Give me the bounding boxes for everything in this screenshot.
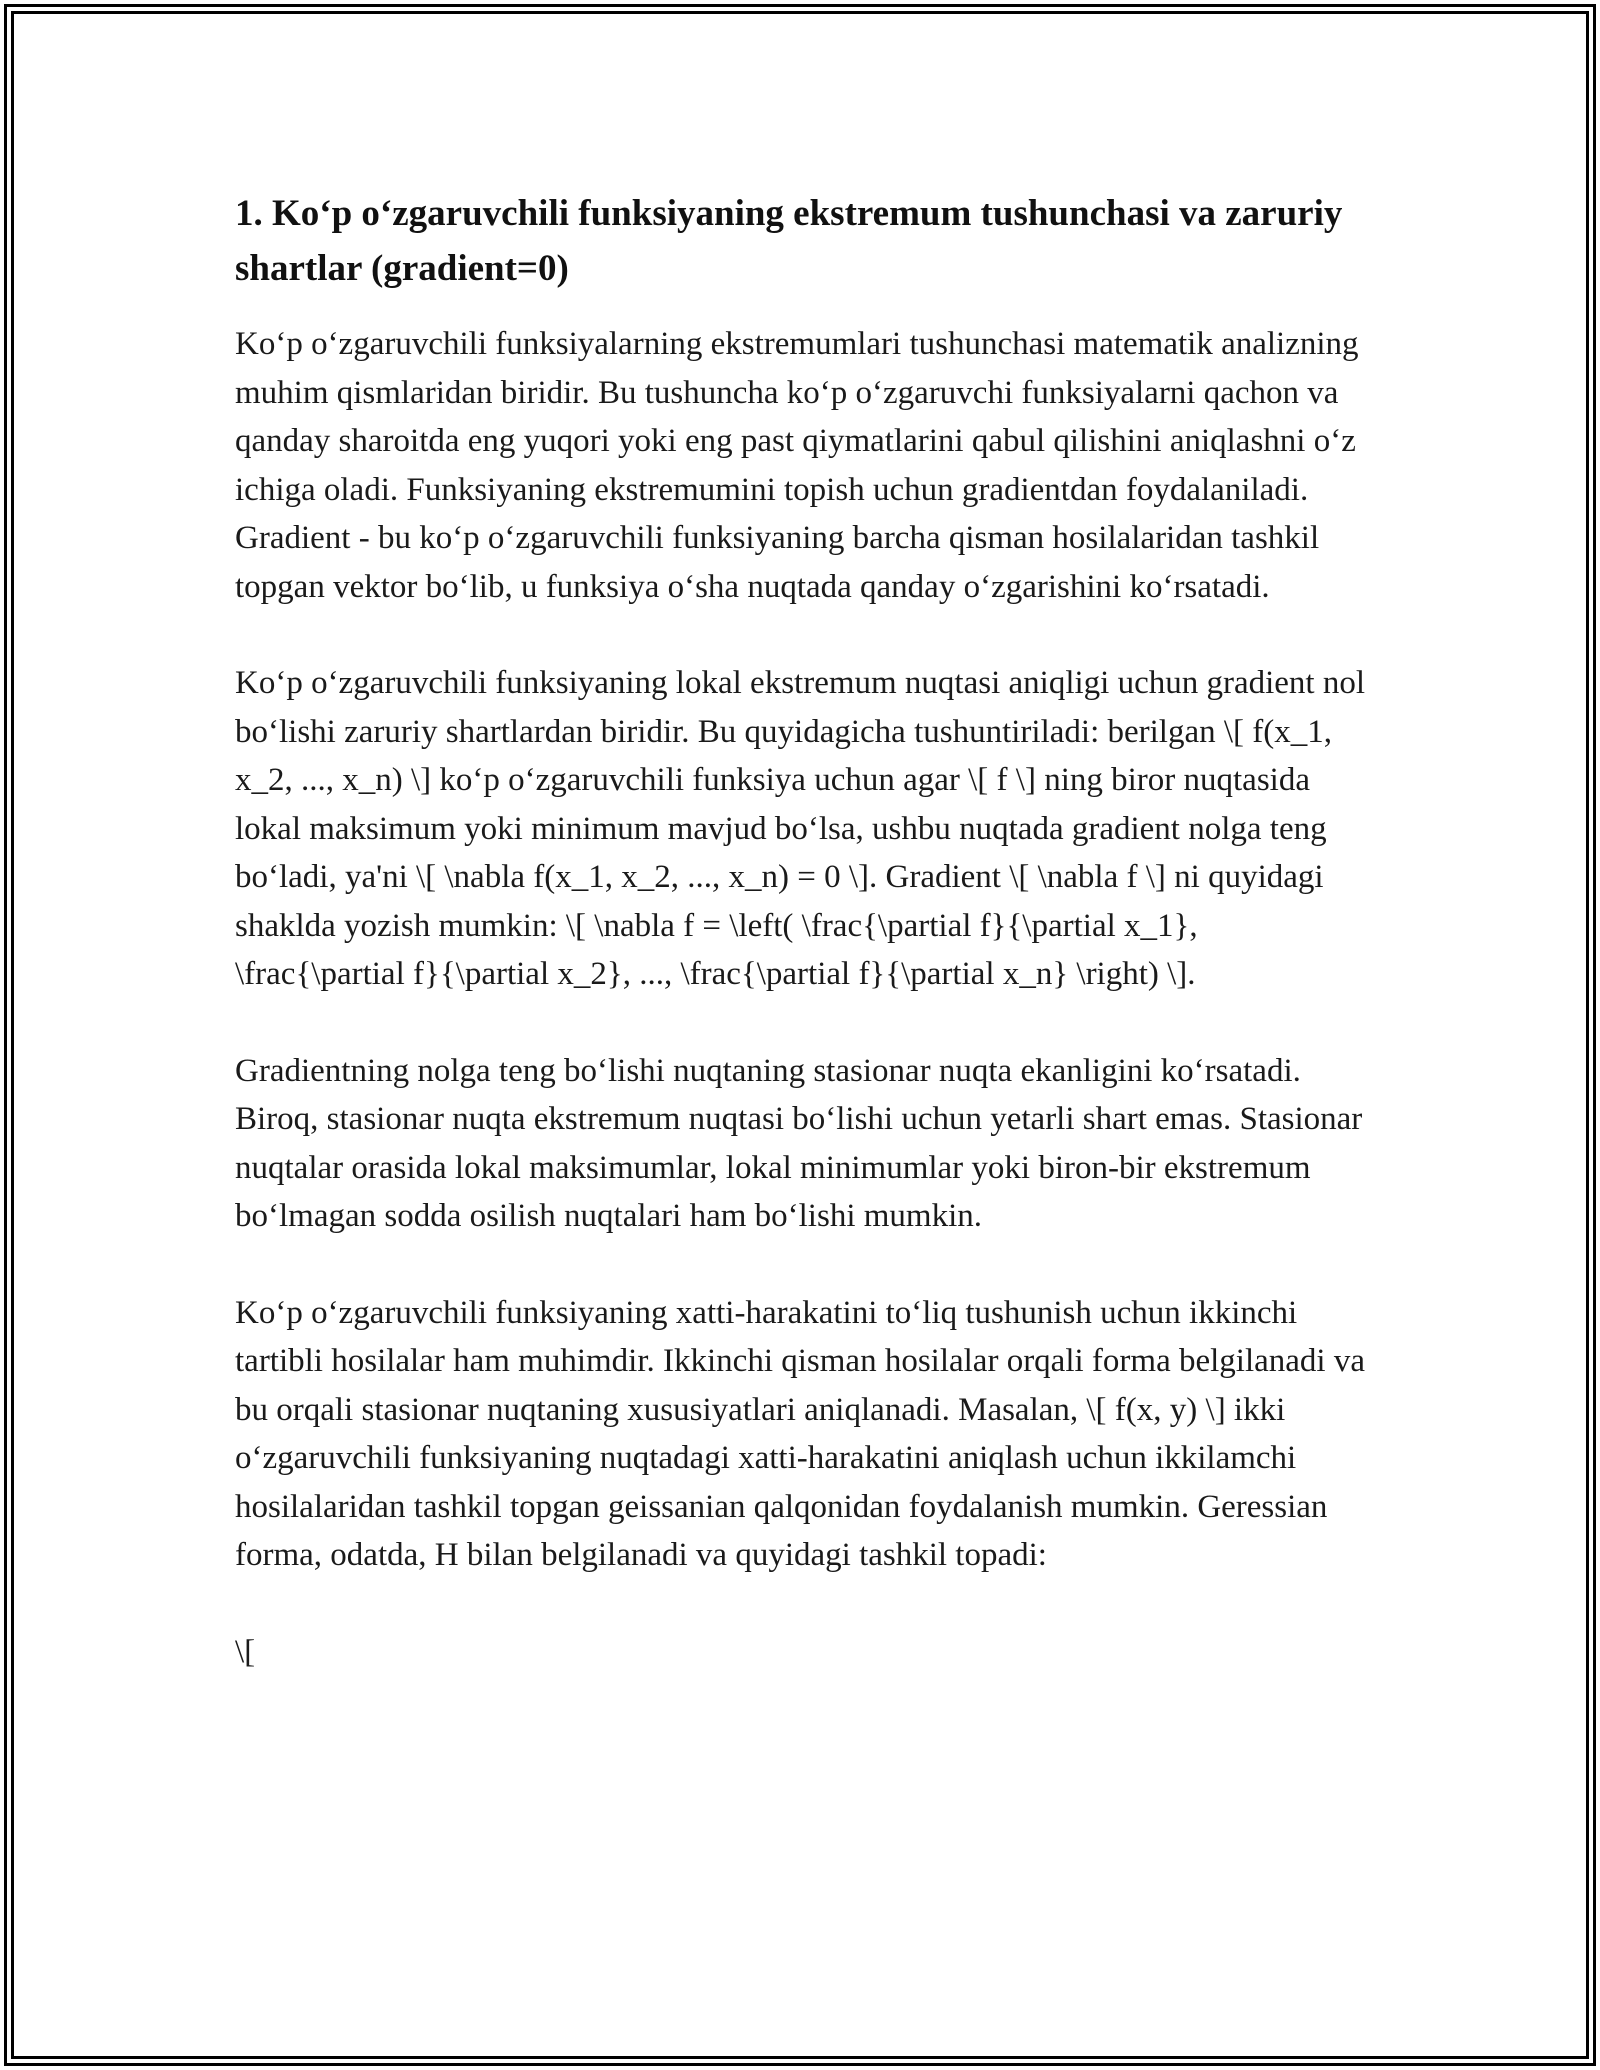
- paragraph-gradient-condition: Ko‘p o‘zgaruvchili funksiyaning lokal ekstremum nuqtasi aniqligi uchun gradient nol bo‘lishi zaruriy shartlardan biridir. Bu quyidagicha tushuntiriladi: berilgan \[ f(x_1, x_2, ..., x_n) \] ko‘p o‘zgaruvchili funksiya uchun agar \[ f \] ning biror nuqtasida lokal maksimum yoki minimum mavjud bo‘lsa, ushbu nuqtada gradient nolga teng bo‘ladi, ya'ni \[ \nabla f(x_1, x_2, ..., x_n) = 0 \]. Gradient \[ \nabla f \] ni quyidagi shaklda yozish mumkin: \[ \nabla f = \left( \frac{\partial f}{\partial x_1}, \frac{\partial f}{\partial x_2}, ..., \frac{\partial f}{\partial x_n} \right) \].: [235, 665, 1366, 992]
- paragraph-formula-start: \[: [235, 1633, 256, 1670]
- document-body: [235, 186, 1375, 1676]
- paragraph-stationary-point: Gradientning nolga teng bo‘lishi nuqtaning stasionar nuqta ekanligini ko‘rsatadi. Biroq, stasionar nuqta ekstremum nuqtasi bo‘lishi uchun yetarli shart emas. Stasionar nuqtalar orasida lokal maksimumlar, lokal minimumlar yoki biron-bir ekstremum bo‘lmagan sodda osilish nuqtalari ham bo‘lishi mumkin.: [235, 1052, 1363, 1234]
- paragraph-second-derivatives: Ko‘p o‘zgaruvchili funksiyaning xatti-harakatini to‘liq tushunish uchun ikkinchi tartibli hosilalar ham muhimdir. Ikkinchi qisman hosilalar orqali forma belgilanadi va bu orqali stasionar nuqtaning xususiyatlari aniqlanadi. Masalan, \[ f(x, y) \] ikki o‘zgaruvchili funksiyaning nuqtadagi xatti-harakatini aniqlash uchun ikkilamchi hosilalaridan tashkil topgan geissanian qalqonidan foydalanish mumkin. Geressian forma, odatda, H bilan belgilanadi va quyidagi tashkil topadi:: [235, 1294, 1365, 1573]
- section-heading: 1. Ko‘p o‘zgaruvchili funksiyaning ekstremum tushunchasi va zaruriy shartlar (gradient=0): [235, 193, 1343, 289]
- paragraph-extremum-concept: Ko‘p o‘zgaruvchili funksiyalarning ekstremumlari tushunchasi matematik analizning muhim qismlaridan biridir. Bu tushuncha ko‘p o‘zgaruvchi funksiyalarni qachon va qanday sharoitda eng yuqori yoki eng past qiymatlarini qabul qilishini aniqlashni o‘z ichiga oladi. Funksiyaning ekstremumini topish uchun gradientdan foydalaniladi. Gradient - bu ko‘p o‘zgaruvchili funksiyaning barcha qisman hosilalaridan tashkil topgan vektor bo‘lib, u funksiya o‘sha nuqtada qanday o‘zgarishini ko‘rsatadi.: [235, 326, 1359, 605]
